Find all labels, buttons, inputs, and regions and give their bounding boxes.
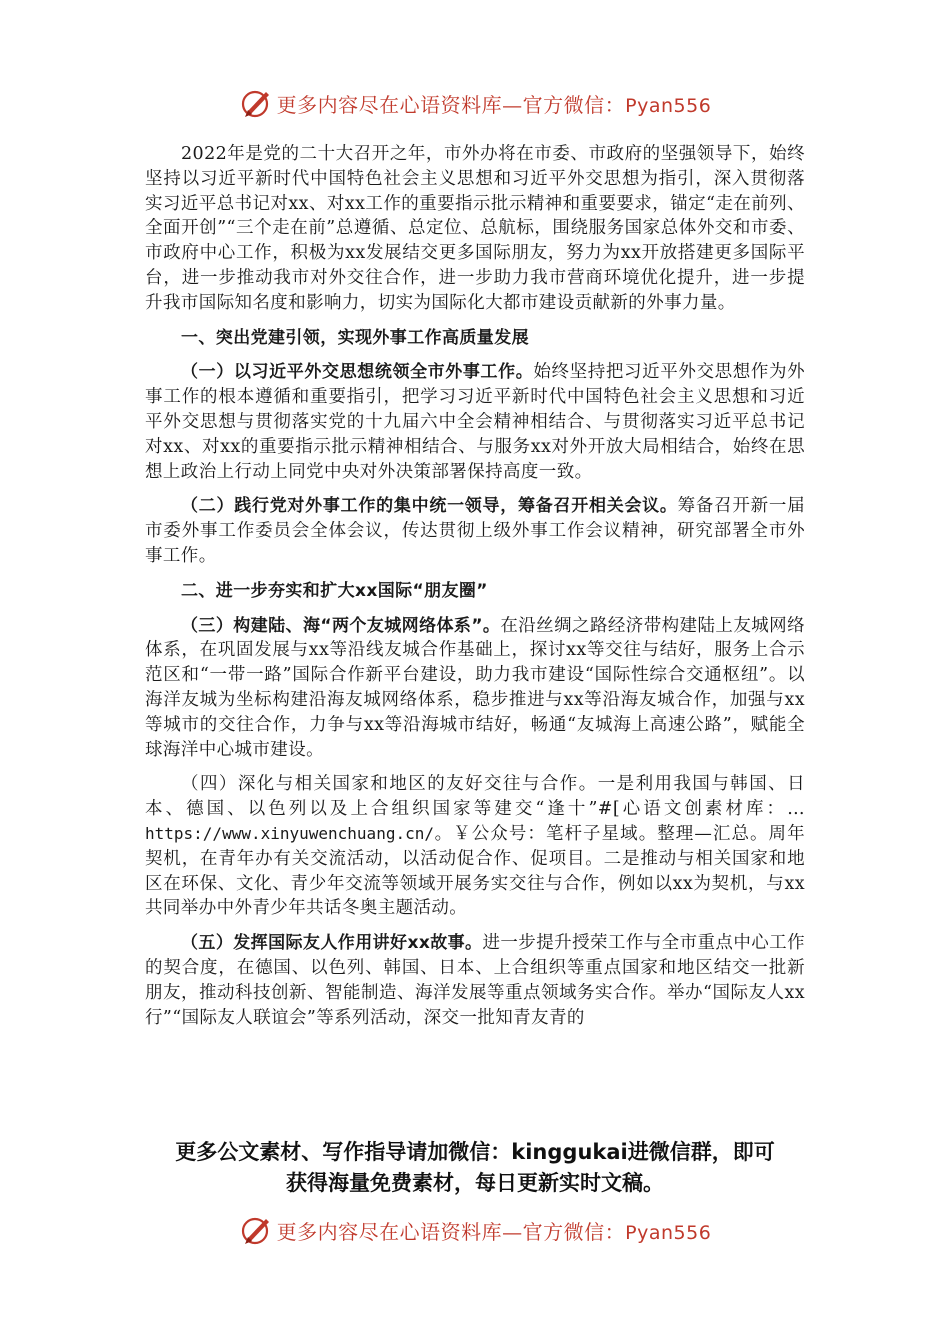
header-watermark-banner: [0, 83, 950, 123]
paragraph-3-body: 在沿丝绸之路经济带构建陆上友城网络体系，在巩固发展与xx等沿线友城合作基础上，探讨xx等交往与结好，服务上合示范区和“一带一路”国际合作新平台建设，助力我市建设“国际性综合交通枢纽”。以海洋友城为坐标构建沿海友城网络体系，稳步推进与xx等沿海友城合作，加强与xx等城市的交往合作，力争与xx等沿海城市结好，畅通“友城海上高速公路”，赋能全球海洋中心城市建设。: [145, 615, 805, 760]
paragraph-1: [145, 360, 805, 484]
promo-line-1: 更多公文素材、写作指导请加微信：kinggukai进微信群，即可: [175, 1140, 775, 1164]
banner-text: 更多内容尽在心语资料库—官方微信：Pyan556: [276, 92, 712, 117]
section-1-heading: 一、突出党建引领，实现外事工作高质量发展: [181, 327, 529, 348]
promo-line-2: 获得海量免费素材，每日更新实时文稿。: [286, 1171, 664, 1195]
paragraph-5: [145, 931, 805, 1030]
paragraph-2: [145, 494, 805, 568]
wechat-id: Pyan556: [625, 1221, 712, 1244]
section-2-heading: 二、进一步夯实和扩大xx国际“朋友圈”: [181, 580, 488, 601]
paragraph-2-body: 筹备召开新一届市委外事工作委员会全体会议，传达贯彻上级外事工作会议精神，研究部署全市外事工作。: [145, 496, 805, 566]
paragraph-1-title: （一）以习近平外交思想统领全市外事工作。: [181, 362, 534, 383]
paragraph-5-body: 进一步提升授荣工作与全市重点中心工作的契合度，在德国、以色列、韩国、日本、上合组织等重点国家和地区结交一批新朋友，推动科技创新、智能制造、海洋发展等重点领域务实合作。举办“国际友人xx行”“国际友人联谊会”等系列活动，深交一批知青友青的: [145, 933, 805, 1028]
intro-paragraph: 2022年是党的二十大召开之年，市外办将在市委、市政府的坚强领导下，始终坚持以习近平新时代中国特色社会主义思想和习近平外交思想为指引，深入贯彻落实习近平总书记对xx、对xx工作的重要指示批示精神和重要要求，锚定“走在前列、全面开创”“三个走在前”总遵循、总定位、总航标，围绕服务国家总体外交和市委、市政府中心工作，积极为xx发展结交更多国际朋友，努力为xx开放搭建更多国际平台，进一步推动我市对外交往合作，进一步助力我市营商环境优化提升，进一步提升我市国际知名度和影响力，切实为国际化大都市建设贡献新的外事力量。: [145, 144, 805, 313]
paragraph-3: [145, 614, 805, 763]
pen-logo-icon: [239, 86, 273, 120]
promo-notice: [120, 1137, 830, 1199]
paragraph-1-body: 始终坚持把习近平外交思想作为外事工作的根本遵循和重要指引，把学习习近平新时代中国特色社会主义思想和习近平外交思想与贯彻落实党的十九届六中全会精神相结合、与贯彻落实习近平总书记对xx、对xx的重要指示批示精神相结合、与服务xx对外开放大局相结合，始终在思想上政治上行动上同党中央对外决策部署保持高度一致。: [145, 362, 806, 482]
paragraph-4-text-a: （四）深化与相关国家和地区的友好交往与合作。一是利用我国与韩国、日本、德国、以色列以及上合组织国家等建交“逢十”#[心语文创素材库：…: [145, 774, 805, 820]
footer-watermark-banner: [0, 1210, 950, 1250]
document-body: [145, 142, 805, 1030]
paragraph-2-title: （二）践行党对外事工作的集中统一领导，筹备召开相关会议。: [181, 496, 678, 517]
banner-text: 更多内容尽在心语资料库—官方微信：Pyan556: [276, 1219, 712, 1244]
wechat-id: Pyan556: [625, 94, 712, 117]
paragraph-4-url: https://www.xinyuwenchuang.cn/: [145, 823, 434, 843]
paragraph-4-text-b: 。￥公众号：笔杆子星域。整理—汇总。周年契机，在青年办有关交流活动，以活动促合作、促项目。二是推动与相关国家和地区在环保、文化、青少年交流等领域开展务实交往与合作，例如以xx为契机，与xx共同举办中外青少年共话冬奥主题活动。: [145, 823, 805, 919]
paragraph-5-title: （五）发挥国际友人作用讲好xx故事。: [181, 933, 483, 954]
pen-logo-icon: [239, 1213, 273, 1247]
paragraph-4: [145, 772, 805, 921]
paragraph-3-title: （三）构建陆、海“两个友城网络体系”。: [181, 615, 501, 636]
